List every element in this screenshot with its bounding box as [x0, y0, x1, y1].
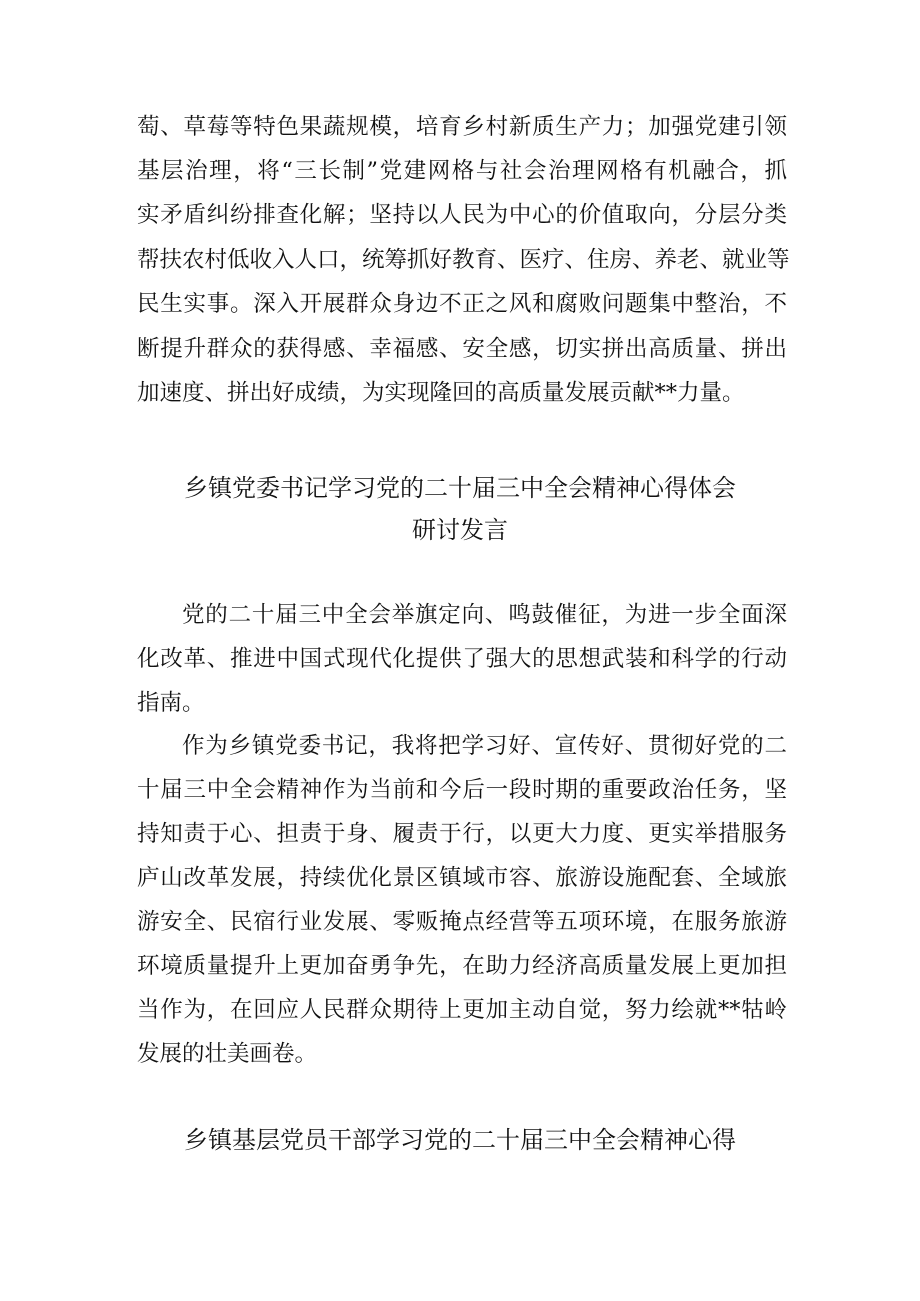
paragraph-line: 萄、草莓等特色果蔬规模，培育乡村新质生产力；加强党建引领 [137, 114, 787, 140]
section-title: 乡镇党委书记学习党的二十届三中全会精神心得体会 [184, 474, 736, 502]
paragraph-line: 发展的壮美画卷。 [137, 1041, 318, 1067]
paragraph-line: 当作为，在回应人民群众期待上更加主动自觉，努力绘就**牯岭 [137, 997, 787, 1023]
section-subtitle: 研讨发言 [412, 516, 508, 544]
paragraph-line: 持知责于心、担责于身、履责于行，以更大力度、更实举措服务 [137, 821, 787, 847]
paragraph-line: 环境质量提升上更加奋勇争先，在助力经济高质量发展上更加担 [137, 953, 787, 979]
section-title: 乡镇基层党员干部学习党的二十届三中全会精神心得 [184, 1126, 736, 1154]
paragraph-line: 化改革、推进中国式现代化提供了强大的思想武装和科学的行动 [137, 646, 787, 672]
paragraph-line: 帮扶农村低收入人口，统筹抓好教育、医疗、住房、养老、就业等 [137, 247, 790, 273]
paragraph-line: 加速度、拼出好成绩，为实现隆回的高质量发展贡献**力量。 [137, 380, 745, 406]
paragraph-line: 作为乡镇党委书记，我将把学习好、宣传好、贯彻好党的二 [182, 733, 787, 759]
paragraph-line: 基层治理，将“三长制”党建网格与社会治理网格有机融合，抓 [137, 158, 787, 184]
paragraph-line: 实矛盾纠纷排查化解；坚持以人民为中心的价值取向，分层分类 [137, 202, 787, 228]
paragraph-line: 游安全、民宿行业发展、零贩掩点经营等五项环境，在服务旅游 [137, 909, 787, 935]
paragraph-line: 党的二十届三中全会举旗定向、鸣鼓催征，为进一步全面深 [182, 602, 787, 628]
paragraph-line: 庐山改革发展，持续优化景区镇域市容、旅游设施配套、全域旅 [137, 865, 787, 891]
paragraph-line: 指南。 [137, 690, 205, 716]
paragraph-line: 断提升群众的获得感、幸福感、安全感，切实拼出高质量、拼出 [137, 336, 787, 362]
paragraph-line: 民生实事。深入开展群众身边不正之风和腐败问题集中整治，不 [137, 291, 787, 317]
paragraph-line: 十届三中全会精神作为当前和今后一段时期的重要政治任务，坚 [137, 777, 787, 803]
